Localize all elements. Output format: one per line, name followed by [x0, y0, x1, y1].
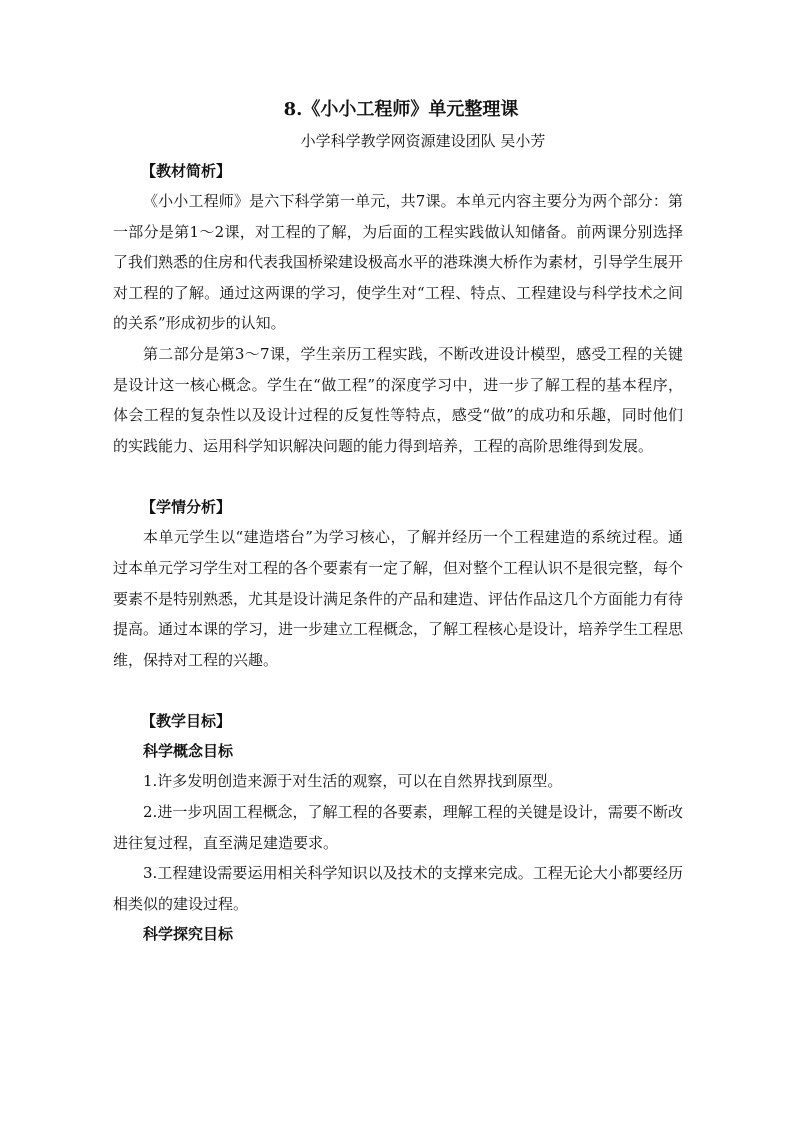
spacer [113, 461, 683, 492]
document-body [113, 96, 683, 949]
paragraph-students-1: 本单元学生以“建造塔台”为学习核心，了解并经历一个工程建造的系统过程。通过本单元学习学生对工程的各个要素有一定了解，但对整个工程认识不是很完整，每个要素不是特别熟悉，尤其是设计满足条件的产品和建造、评估作品这几个方面能力有待提高。通过本课的学习，进一步建立工程概念，了解工程核心是设计，培养学生工程思维，保持对工程的兴趣。 [113, 528, 684, 669]
spacer [113, 675, 683, 706]
paragraph-materials-1: 《小小工程师》是六下科学第一单元，共7课。本单元内容主要分为两个部分：第一部分是第1～2课，对工程的了解，为后面的工程实践做认知储备。前两课分别选择了我们熟悉的住房和代表我国桥梁建设极高水平的港珠澳大桥作为素材，引导学生展开对工程的了解。通过这两课的学习，使学生对“工程、特点、工程建设与科学技术之间的关系”形成初步的认知。 [113, 192, 684, 333]
goal-item-1: 1.许多发明创造来源于对生活的观察，可以在自然界找到原型。 [143, 772, 563, 791]
goal-item-3: 3.工程建设需要运用相关科学知识以及技术的支撑来完成。工程无论大小都要经历相类似的建设过程。 [113, 864, 683, 913]
document-title: 8.《小小工程师》单元整理课 [283, 99, 519, 120]
subheading-inquiry-goals: 科学探究目标 [143, 925, 234, 944]
goal-item-2: 2.进一步巩固工程概念，了解工程的各要素，理解工程的关键是设计，需要不断改进往复过程，直至满足建造要求。 [113, 802, 683, 852]
author-line: 小学科学教学网资源建设团队 吴小芳 [300, 132, 546, 150]
section-heading-students: 【学情分析】 [141, 498, 232, 517]
section-heading-goals: 【教学目标】 [141, 712, 232, 731]
subheading-concept-goals: 科学概念目标 [143, 742, 234, 761]
paragraph-materials-2: 第二部分是第3～7课，学生亲历工程实践，不断改进设计模型，感受工程的关键是设计这一核心概念。学生在“做工程”的深度学习中，进一步了解工程的基本程序，体会工程的复杂性以及设计过程的反复性等特点，感受“做”的成功和乐趣，同时他们的实践能力、运用科学知识解决问题的能力得到培养，工程的高阶思维得到发展。 [113, 344, 683, 455]
section-heading-materials: 【教材简析】 [141, 162, 232, 180]
